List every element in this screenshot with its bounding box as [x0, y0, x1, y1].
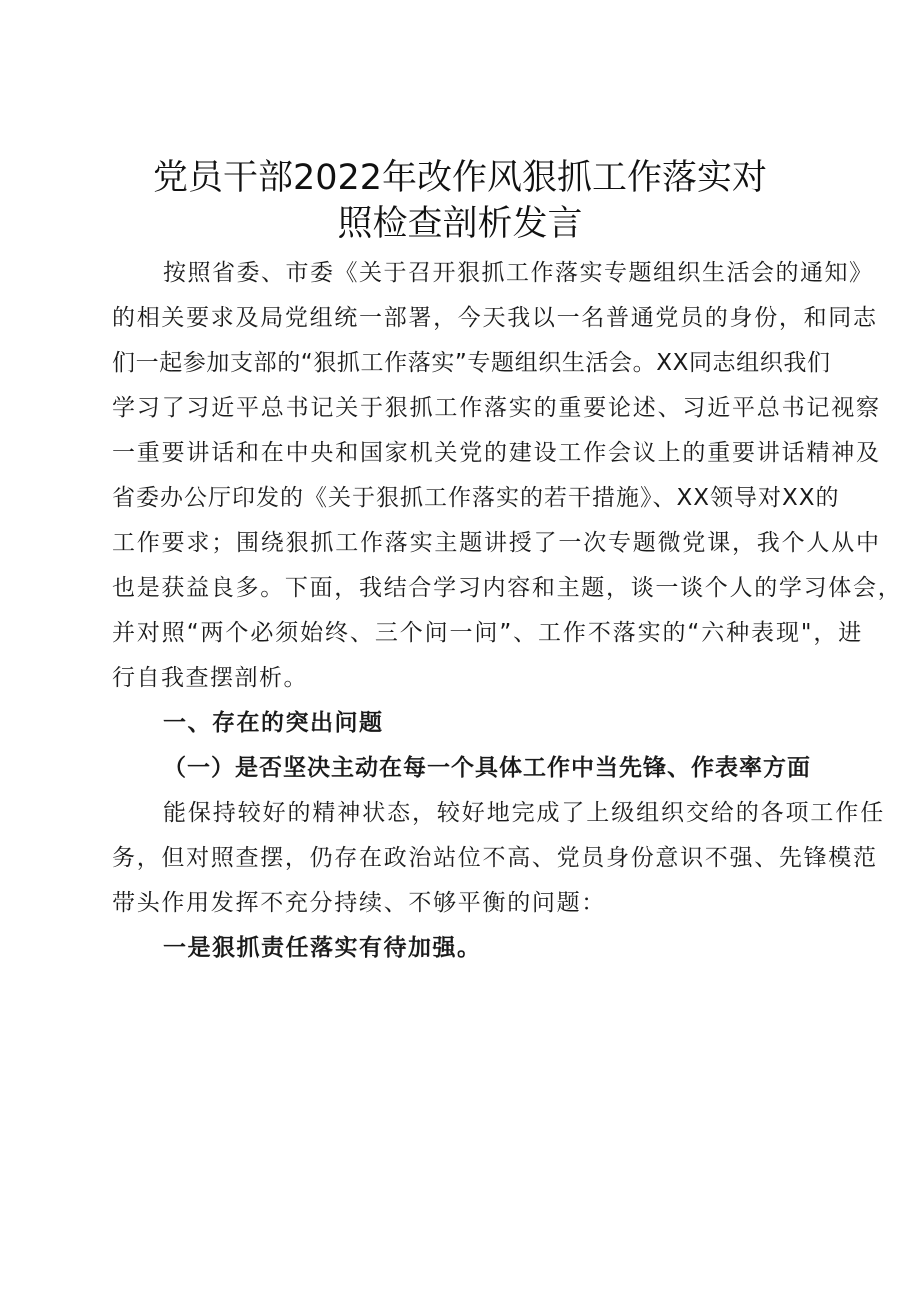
intro-line-1: 按照省委、市委《关于召开狠抓工作落实专题组织生活会的通知》 [163, 260, 874, 286]
sub1-line-2: 务，但对照查摆，仍存在政治站位不高、党员身份意识不强、先锋模范 [112, 845, 878, 871]
intro-line-6: 省委办公厅印发的《关于狠抓工作落实的若干措施》、XX领导对XX的 [112, 485, 840, 511]
intro-line-4: 学习了习近平总书记关于狠抓工作落实的重要论述、习近平总书记视察 [112, 395, 881, 421]
point-1-heading: 一是狠抓责任落实有待加强。 [163, 935, 482, 961]
intro-line-8: 也是获益良多。下面，我结合学习内容和主题，谈一谈个人的学习体会， [112, 575, 903, 601]
intro-line-7: 工作要求；围绕狠抓工作落实主题讲授了一次专题微党课，我个人从中 [112, 530, 881, 556]
intro-line-5: 一重要讲话和在中央和国家机关党的建设工作会议上的重要讲话精神及 [112, 440, 881, 466]
intro-line-3: 们一起参加支部的“狠抓工作落实”专题组织生活会。XX同志组织我们 [112, 350, 831, 376]
section-heading-1: 一、存在的突出问题 [163, 710, 384, 736]
sub1-line-3: 带头作用发挥不充分持续、不够平衡的问题： [112, 890, 606, 916]
document-title-line-2: 照检查剖析发言 [337, 204, 583, 244]
document-title-line-1: 党员干部2022年改作风狠抓工作落实对 [152, 158, 768, 198]
intro-line-9: 并对照“两个必须始终、三个问一问”、工作不落实的“六种表现"，进 [112, 620, 864, 646]
intro-line-10: 行自我查摆剖析。 [112, 665, 308, 691]
sub1-line-1: 能保持较好的精神状态，较好地完成了上级组织交给的各项工作任 [163, 800, 886, 826]
intro-line-2: 的相关要求及局党组统一部署，今天我以一名普通党员的身份，和同志 [112, 305, 878, 331]
subsection-heading-1: （一）是否坚决主动在每一个具体工作中当先锋、作表率方面 [163, 755, 811, 781]
